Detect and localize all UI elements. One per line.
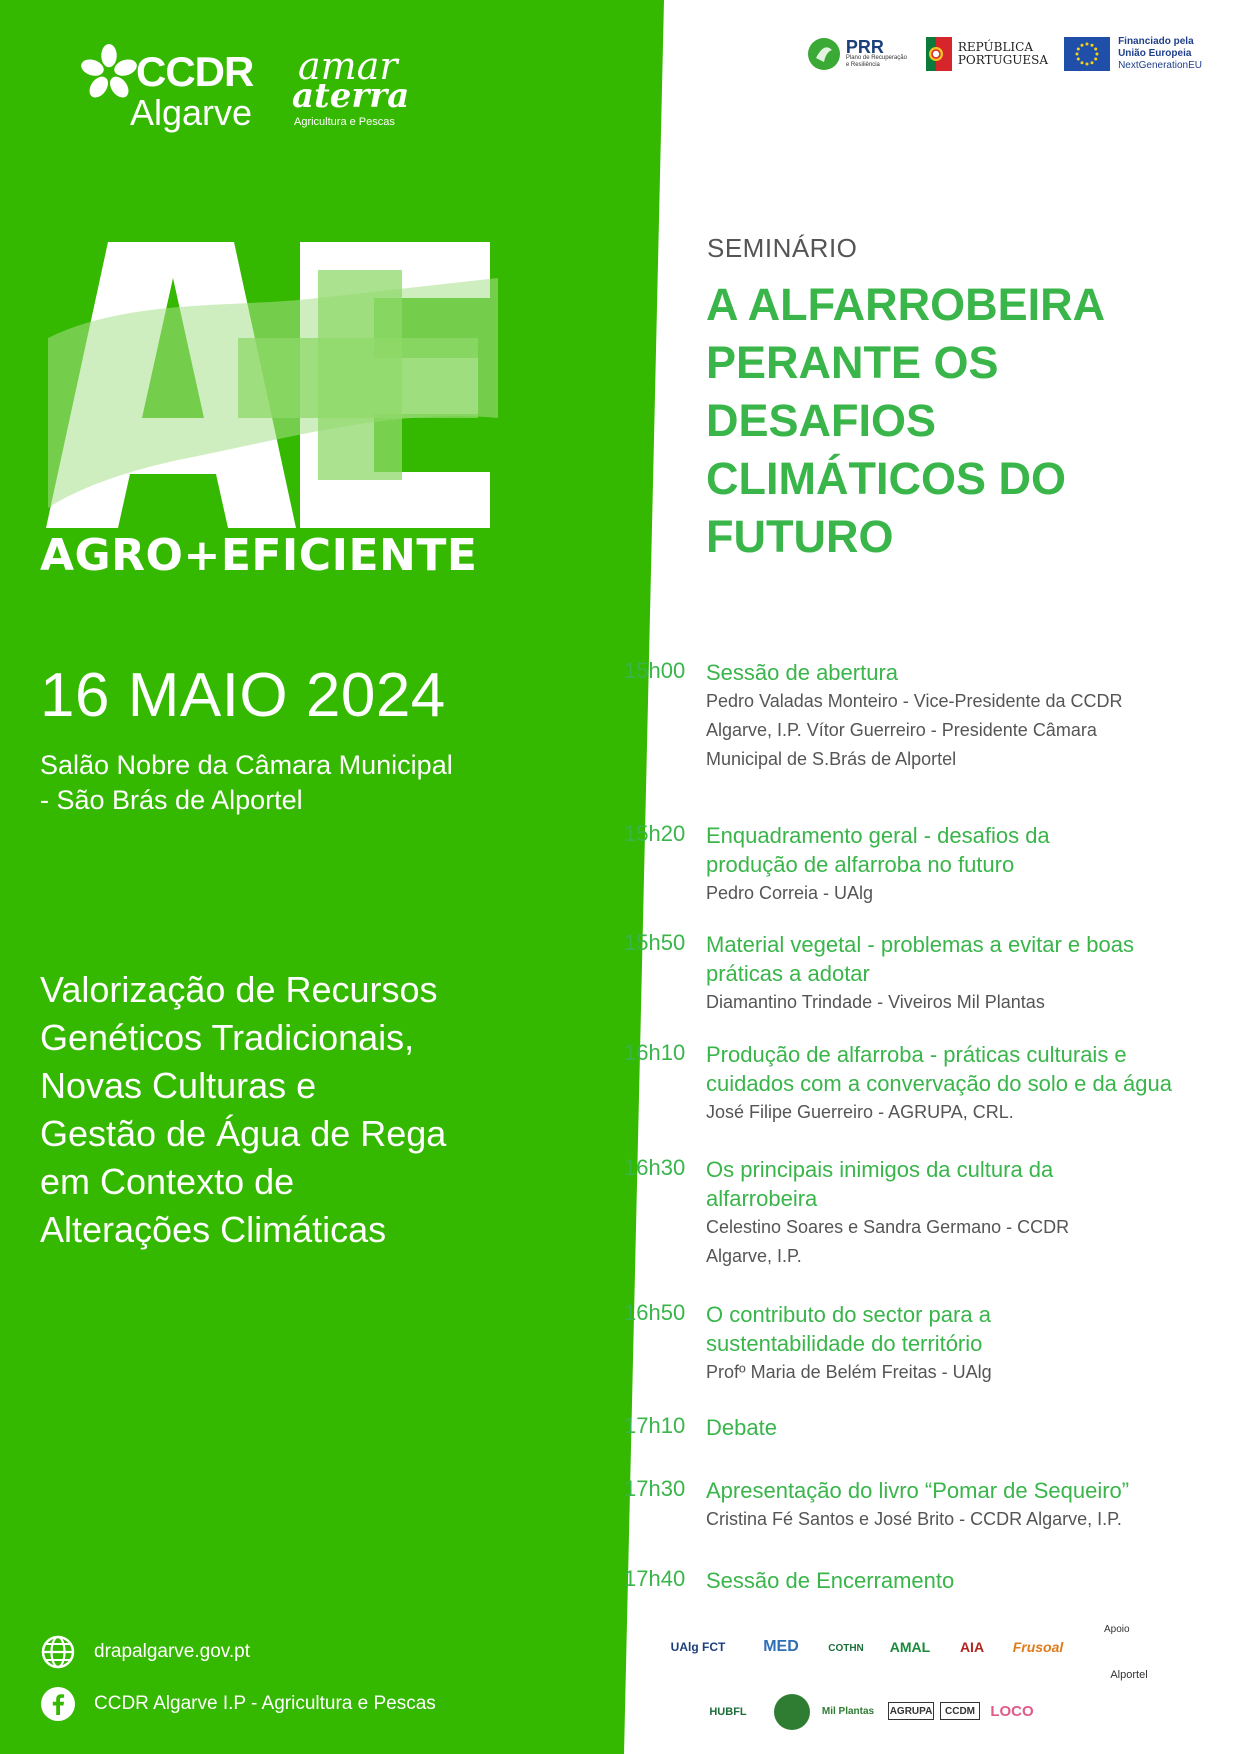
- theme-line: Novas Culturas e: [40, 1065, 317, 1106]
- partner-logo: Mil Plantas: [821, 1705, 875, 1717]
- seminar-title: [706, 276, 1176, 566]
- facebook-page-name[interactable]: CCDR Algarve I.P - Agricultura e Pescas: [94, 1693, 436, 1714]
- prr-emblem-icon: [808, 38, 840, 70]
- eu-line-1: Financiado pela: [1118, 36, 1194, 47]
- program-speaker: Profº Maria de Belém Freitas - UAlg: [706, 1362, 992, 1382]
- program-title: Debate: [706, 1415, 777, 1440]
- program-item: [624, 1413, 1204, 1445]
- program-time: 15h20: [624, 821, 686, 846]
- program-time: 15h00: [624, 658, 686, 683]
- eu-line-3: NextGenerationEU: [1118, 60, 1202, 71]
- title-line: FUTURO: [706, 511, 894, 562]
- funding-logos: [808, 36, 1202, 72]
- republica-line-2: PORTUGUESA: [957, 53, 1049, 67]
- program-speaker: Cristina Fé Santos e José Brito - CCDR Algarve, I.P.: [706, 1509, 1122, 1529]
- program-time: 16h50: [624, 1300, 686, 1325]
- event-date: 16 MAIO 2024: [40, 661, 446, 730]
- partner-logo: UAlg FCT: [670, 1640, 726, 1654]
- partner-logo: Frusoal: [1012, 1639, 1064, 1655]
- program-title: Material vegetal - problemas a evitar e boas práticas a adotar: [706, 932, 1134, 986]
- title-line: A ALFARROBEIRA: [706, 279, 1106, 330]
- partner-logo: AMAL: [889, 1639, 931, 1655]
- website-url[interactable]: drapalgarve.gov.pt: [94, 1641, 250, 1662]
- title-line: PERANTE OS: [706, 337, 999, 388]
- program-speaker: José Filipe Guerreiro - AGRUPA, CRL.: [706, 1102, 1014, 1122]
- program-time: 15h50: [624, 930, 686, 955]
- theme-line: Genéticos Tradicionais,: [40, 1017, 415, 1058]
- amar-logo-subtitle: Agricultura e Pescas: [294, 116, 395, 128]
- eu-flag-icon: [1064, 37, 1110, 71]
- theme-line: Valorização de Recursos: [40, 969, 438, 1010]
- program-item: [624, 930, 1204, 1020]
- event-theme: [40, 966, 510, 1254]
- program-title: Enquadramento geral - desafios da produção de alfarroba no futuro: [706, 823, 1050, 877]
- prr-logo: [808, 38, 910, 70]
- eu-line-2: União Europeia: [1118, 48, 1192, 59]
- republica-portuguesa-logo: [926, 37, 1048, 71]
- ccdr-name: CCDR: [136, 48, 254, 95]
- facebook-icon: [40, 1686, 76, 1722]
- title-line: DESAFIOS: [706, 395, 937, 446]
- partner-logo: MED: [763, 1638, 799, 1655]
- theme-line: Gestão de Água de Rega: [40, 1113, 447, 1154]
- program-speaker: Pedro Correia - UAlg: [706, 883, 874, 903]
- apoio-label: Apoio: [1104, 1624, 1130, 1635]
- republica-line-1: REPÚBLICA: [957, 40, 1034, 54]
- program-title: Apresentação do livro “Pomar de Sequeiro”: [706, 1478, 1130, 1503]
- venue-line-2: - São Brás de Alportel: [40, 785, 303, 815]
- agro-eficiente-emblem: [38, 238, 498, 578]
- program-time: 16h30: [624, 1155, 686, 1180]
- program-time: 17h10: [624, 1413, 686, 1438]
- partner-logo: AIA: [959, 1639, 985, 1655]
- partner-logo: AGRUPA: [888, 1702, 934, 1720]
- program-title: O contributo do sector para a sustentabilidade do território: [706, 1302, 991, 1356]
- seminar-label: SEMINÁRIO: [707, 233, 858, 263]
- partner-logo-support: Alportel: [1110, 1669, 1148, 1681]
- program-speaker: Diamantino Trindade - Viveiros Mil Plantas: [706, 992, 1045, 1012]
- program-time: 17h40: [624, 1566, 686, 1591]
- program-item: [624, 1566, 1204, 1598]
- prr-title: PRR: [845, 37, 884, 57]
- program-item: [624, 658, 1204, 808]
- venue-line-1: Salão Nobre da Câmara Municipal: [40, 750, 453, 780]
- eu-funding-logo: [1064, 36, 1202, 72]
- program-time: 17h30: [624, 1476, 686, 1501]
- theme-line: Alterações Climáticas: [40, 1209, 387, 1250]
- partner-logos: [648, 1624, 1208, 1740]
- facebook-link[interactable]: [40, 1684, 436, 1724]
- partner-logo: LOCO: [990, 1702, 1034, 1720]
- program-item: [624, 1300, 1204, 1390]
- event-venue: [40, 748, 500, 818]
- website-link[interactable]: [40, 1632, 250, 1672]
- program-item: [624, 1040, 1204, 1130]
- program-speaker: Celestino Soares e Sandra Germano - CCDR Algarve, I.P.: [706, 1217, 1070, 1266]
- partner-logo: HUBFL: [709, 1706, 747, 1718]
- portugal-flag-icon: [926, 37, 952, 71]
- program-speaker: Pedro Valadas Monteiro - Vice-Presidente da CCDR Algarve, I.P. Vítor Guerreiro - Presidente Câmara Municipal de S.Brás de Alportel: [706, 691, 1123, 769]
- amar-logo-line2: aterra: [292, 76, 410, 116]
- theme-line: em Contexto de: [40, 1161, 295, 1202]
- program-title: Produção de alfarroba - práticas culturais e cuidados com a convervação do solo e da água: [706, 1042, 1172, 1096]
- amar-aterra-logo: [292, 44, 422, 134]
- program-title: Sessão de Encerramento: [706, 1568, 955, 1593]
- amar-logo-line1: amar: [298, 44, 398, 88]
- prr-subtitle: Plano de Recuperação e Resiliência: [845, 55, 907, 68]
- program-item: [624, 1155, 1204, 1275]
- partner-logo: CCDM: [940, 1702, 980, 1720]
- program-title: Os principais inimigos da cultura da alfarrobeira: [706, 1157, 1054, 1211]
- program-title: Sessão de abertura: [706, 660, 899, 685]
- program-item: [624, 821, 1204, 911]
- program-name: AGRO+EFICIENTE: [40, 530, 478, 581]
- ccdr-region: Algarve: [130, 92, 253, 133]
- program-time: 16h10: [624, 1040, 686, 1065]
- program-item: [624, 1476, 1204, 1536]
- title-line: CLIMÁTICOS DO: [706, 453, 1066, 504]
- ccdr-algarve-logo: [80, 40, 270, 136]
- partner-logo: COTHN: [828, 1642, 864, 1654]
- partner-logo-emblem: [774, 1694, 810, 1730]
- globe-icon: [40, 1634, 76, 1670]
